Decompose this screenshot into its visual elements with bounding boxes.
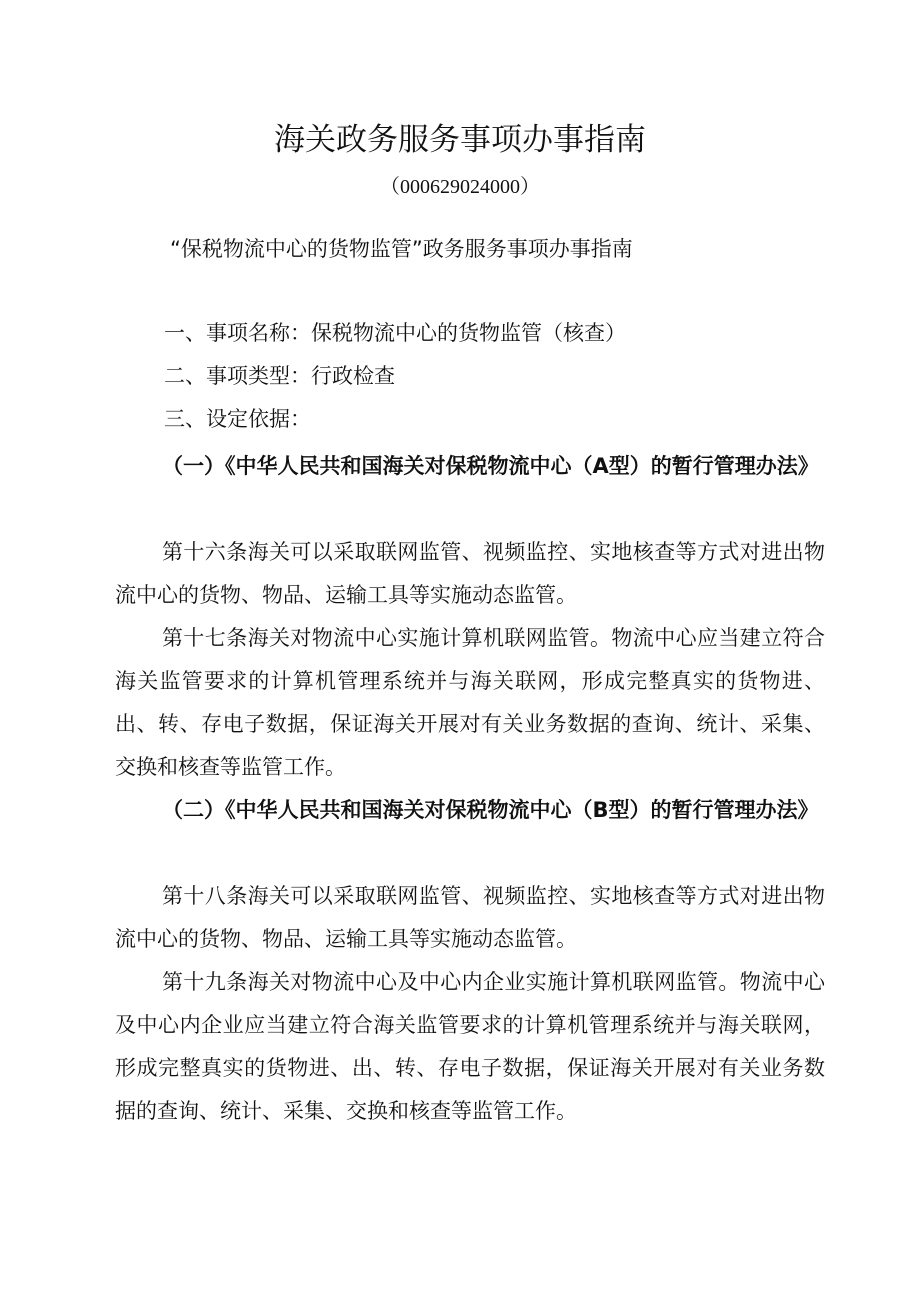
item-code: （000629024000） <box>380 176 540 198</box>
law-b-article-18: 第十八条海关可以采取联网监管、视频监控、实地核查等方式对进出物流中心的货物、物品、运输工具等实施动态监管。 <box>115 884 825 951</box>
law-b-heading: （二）《中华人民共和国海关对保税物流中心（B型）的暂行管理办法》 <box>162 798 819 822</box>
section-item-name: 一、事项名称：保税物流中心的货物监管（核查） <box>164 321 626 345</box>
document-title: 海关政务服务事项办事指南 <box>274 122 646 158</box>
law-a-article-16: 第十六条海关可以采取联网监管、视频监控、实地核查等方式对进出物流中心的货物、物品、运输工具等实施动态监管。 <box>115 540 825 607</box>
law-a-article-17: 第十七条海关对物流中心实施计算机联网监管。物流中心应当建立符合海关监管要求的计算机管理系统并与海关联网，形成完整真实的货物进、出、转、存电子数据，保证海关开展对有关业务数据的查询、统计、采集、交换和核查等监管工作。 <box>115 626 825 779</box>
law-a-heading: （一）《中华人民共和国海关对保税物流中心（A型）的暂行管理办法》 <box>162 454 819 478</box>
law-b-article-19: 第十九条海关对物流中心及中心内企业实施计算机联网监管。物流中心及中心内企业应当建立符合海关监管要求的计算机管理系统并与海关联网，形成完整真实的货物进、出、转、存电子数据，保证海关开展对有关业务数据的查询、统计、采集、交换和核查等监管工作。 <box>115 970 825 1123</box>
section-item-type: 二、事项类型：行政检查 <box>164 364 395 388</box>
section-basis: 三、设定依据： <box>164 407 311 431</box>
document-subtitle: “保税物流中心的货物监管”政务服务事项办事指南 <box>170 237 633 261</box>
